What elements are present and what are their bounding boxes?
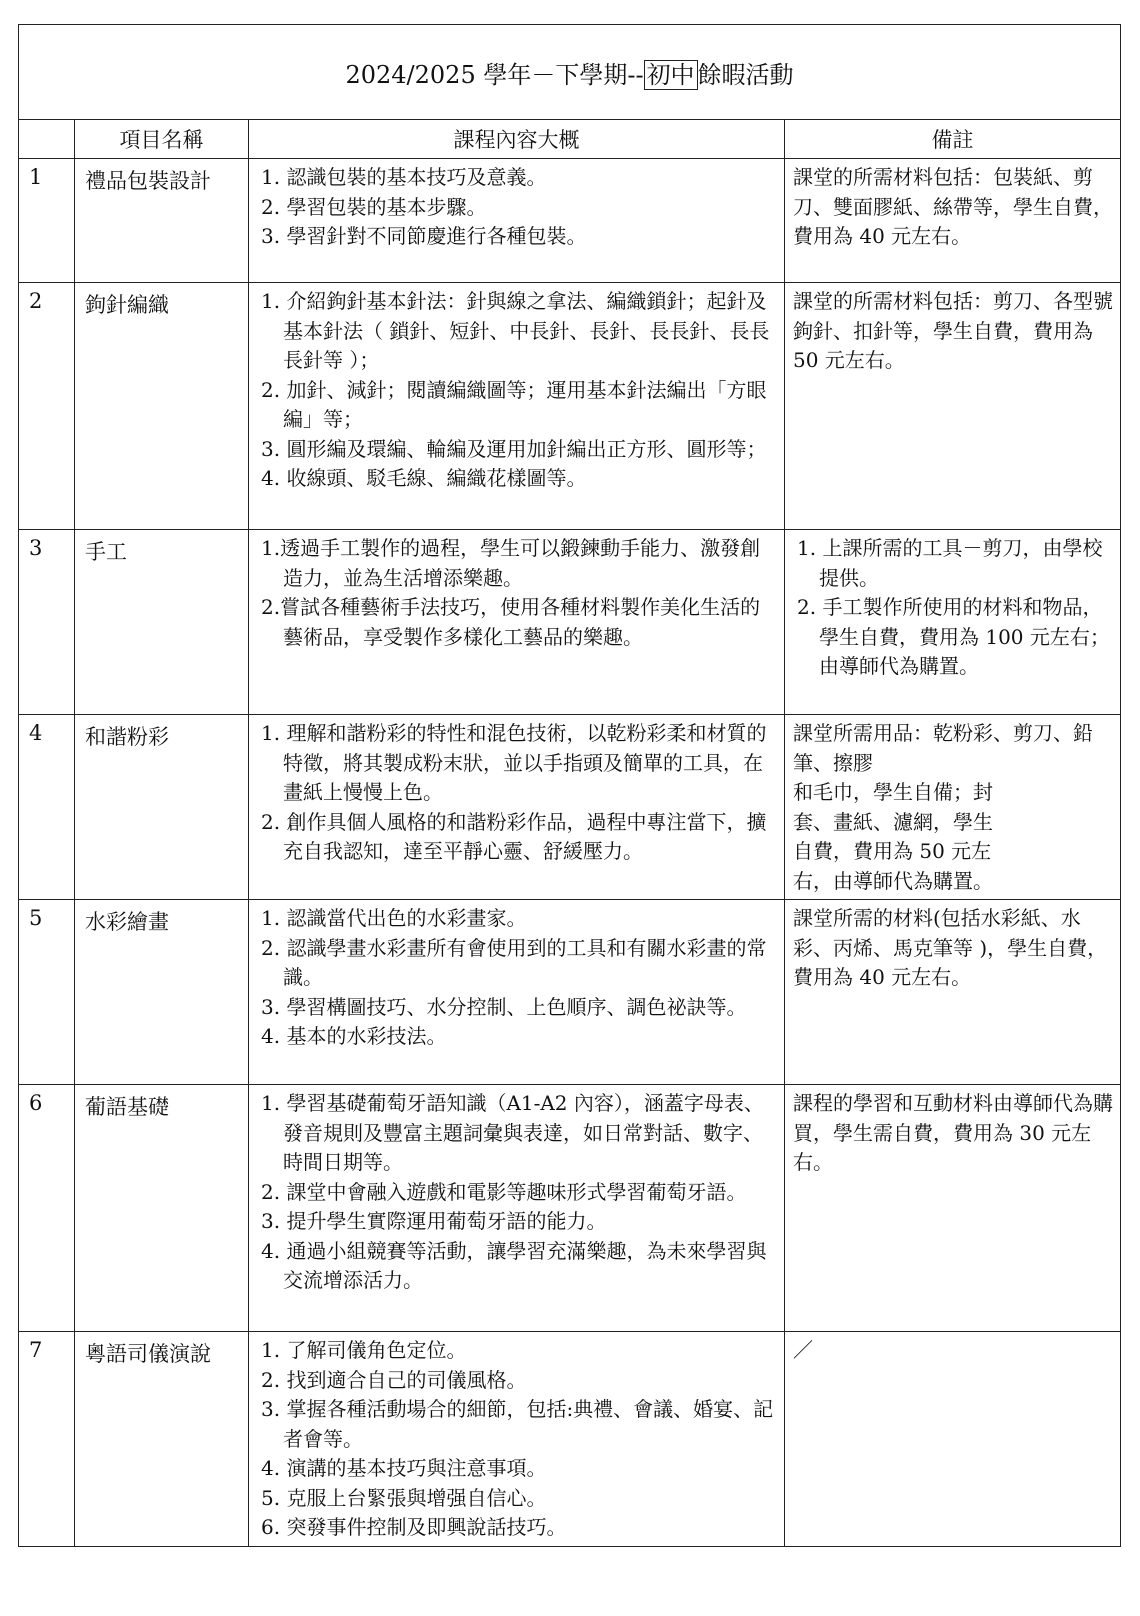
content-item: 2. 創作具個人風格的和諧粉彩作品，過程中專注當下，擴充自我認知，達至平靜心靈、舒緩壓力。 — [261, 809, 767, 863]
table-row — [19, 159, 1121, 283]
header-cell-name: 項目名稱 — [75, 120, 249, 159]
content-item: 1. 介紹鉤針基本針法：針與線之拿法、編織鎖針；起針及基本針法（ 鎖針、短針、中長針、長針、長長針、長長長針等 ）； — [261, 289, 770, 372]
course-name: 水彩繪畫 — [75, 900, 249, 1085]
content-item: 3. 掌握各種活動場合的細節，包括:典禮、會議、婚宴、記者會等。 — [261, 1397, 774, 1451]
course-name: 鉤針編織 — [75, 283, 249, 530]
content-item: 2. 學習包裝的基本步驟。 — [261, 194, 487, 219]
content-item: 6. 突發事件控制及即興說話技巧。 — [261, 1515, 567, 1539]
table-row — [19, 715, 1121, 900]
remark-line: 右，由導師代為購置。 — [793, 868, 993, 893]
activity-sheet — [18, 24, 1120, 1547]
course-remark — [785, 283, 1121, 530]
remark-line: 1. 上課所需的工具－剪刀，由學校提供。 — [797, 536, 1103, 590]
course-name: 和諧粉彩 — [75, 715, 249, 900]
course-name: 手工 — [75, 530, 249, 715]
course-name: 粵語司儀演說 — [75, 1332, 249, 1547]
content-item: 3. 提升學生實際運用葡萄牙語的能力。 — [261, 1209, 607, 1233]
content-item: 1. 理解和諧粉彩的特性和混色技術，以乾粉彩柔和材質的特徵，將其製成粉末狀，並以手指頭及簡單的工具，在畫紙上慢慢上色。 — [261, 721, 767, 804]
remark-line: ／ — [793, 1338, 813, 1362]
remark-line: 課程的學習和互動材料由導師代為購買，學生需自費，費用為 30 元左右。 — [793, 1091, 1113, 1174]
remark-line: 和毛巾，學生自備；封 — [793, 780, 993, 804]
content-item: 2. 加針、減針；閱讀編織圖等；運用基本針法編出「方眼編」等； — [261, 377, 767, 431]
remark-line: 課堂的所需材料包括：剪刀、各型號鉤針、扣針等，學生自費，費用為 50 元左右。 — [793, 289, 1113, 372]
remark-line: 2. 手工製作所使用的材料和物品，學生自費，費用為 100 元左右；由導師代為購置。 — [797, 595, 1110, 678]
content-item: 4. 基本的水彩技法。 — [261, 1024, 447, 1048]
course-remark — [785, 159, 1121, 283]
header-row — [19, 120, 1121, 159]
course-remark — [785, 1332, 1121, 1547]
content-item: 4. 收線頭、駁毛線、編織花樣圖等。 — [261, 466, 587, 490]
page-title — [19, 25, 1121, 120]
course-remark — [785, 530, 1121, 715]
title-boxed-word: 初中 — [644, 60, 698, 90]
content-item: 3. 學習針對不同節慶進行各種包裝。 — [261, 224, 587, 248]
title-suffix: 餘暇活動 — [697, 60, 794, 89]
header-cell-content: 課程內容大概 — [249, 120, 785, 159]
course-remark — [785, 715, 1121, 900]
content-item: 5. 克服上台緊張與增强自信心。 — [261, 1485, 547, 1510]
row-number: 2 — [19, 283, 75, 530]
course-content — [249, 715, 785, 900]
course-content — [249, 283, 785, 530]
content-item: 2. 課堂中會融入遊戲和電影等趣味形式學習葡萄牙語。 — [261, 1179, 747, 1204]
title-row — [19, 25, 1121, 120]
row-number: 5 — [19, 900, 75, 1085]
course-content — [249, 530, 785, 715]
remark-line: 自費，費用為 50 元左 — [793, 839, 992, 863]
content-item: 1. 了解司儀角色定位。 — [261, 1338, 467, 1362]
activity-table — [18, 24, 1121, 1547]
course-remark — [785, 900, 1121, 1085]
content-item: 4. 通過小組競賽等活動，讓學習充滿樂趣，為未來學習與交流增添活力。 — [261, 1238, 767, 1292]
content-item: 1. 學習基礎葡萄牙語知識（A1-A2 內容），涵蓋字母表、發音規則及豐富主題詞彙與表達，如日常對話、數字、時間日期等。 — [261, 1091, 764, 1174]
course-remark — [785, 1085, 1121, 1332]
content-item: 1.透過手工製作的過程，學生可以鍛鍊動手能力、激發創造力，並為生活增添樂趣。 — [261, 536, 761, 590]
table-row — [19, 900, 1121, 1085]
remark-line: 套、畫紙、濾網，學生 — [793, 809, 993, 834]
title-prefix: 2024/2025 學年－下學期-- — [345, 60, 644, 89]
course-content — [249, 900, 785, 1085]
content-item: 3. 圓形編及環編、輪編及運用加針編出正方形、圓形等； — [261, 436, 767, 461]
remark-line: 課堂所需的材料(包括水彩紙、水彩、丙烯、馬克筆等 )，學生自費，費用為 40 元左右。 — [793, 906, 1108, 989]
header-cell-remark: 備註 — [785, 120, 1121, 159]
table-row — [19, 1085, 1121, 1332]
table-row — [19, 530, 1121, 715]
header-cell-number — [19, 120, 75, 159]
row-number: 4 — [19, 715, 75, 900]
row-number: 1 — [19, 159, 75, 283]
course-content — [249, 1332, 785, 1547]
course-name: 葡語基礎 — [75, 1085, 249, 1332]
remark-line: 課堂的所需材料包括：包裝紙、剪刀、雙面膠紙、絲帶等，學生自費，費用為 40 元左右。 — [793, 165, 1113, 248]
row-number: 3 — [19, 530, 75, 715]
content-item: 4. 演講的基本技巧與注意事項。 — [261, 1456, 547, 1480]
row-number: 7 — [19, 1332, 75, 1547]
content-item: 1. 認識當代出色的水彩畫家。 — [261, 906, 527, 930]
row-number: 6 — [19, 1085, 75, 1332]
course-name: 禮品包裝設計 — [75, 159, 249, 283]
table-row — [19, 283, 1121, 530]
content-item: 2.嘗試各種藝術手法技巧，使用各種材料製作美化生活的藝術品，享受製作多樣化工藝品的樂趣。 — [261, 595, 761, 649]
content-item: 1. 認識包裝的基本技巧及意義。 — [261, 165, 547, 189]
course-content — [249, 159, 785, 283]
remark-line: 課堂所需用品：乾粉彩、剪刀、鉛筆、擦膠 — [793, 721, 1093, 775]
content-item: 3. 學習構圖技巧、水分控制、上色順序、調色祕訣等。 — [261, 994, 747, 1019]
content-item: 2. 找到適合自己的司儀風格。 — [261, 1367, 527, 1392]
table-row — [19, 1332, 1121, 1547]
content-item: 2. 認識學畫水彩畫所有會使用到的工具和有關水彩畫的常識。 — [261, 935, 767, 989]
course-content — [249, 1085, 785, 1332]
